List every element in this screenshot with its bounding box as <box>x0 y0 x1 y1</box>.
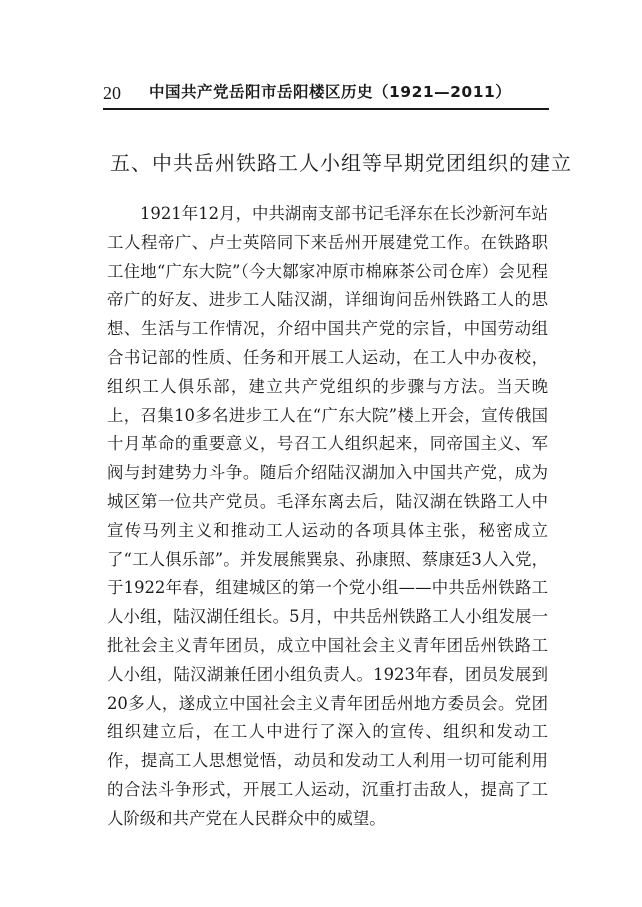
page-number: 20 <box>103 83 121 103</box>
section-heading: 五、中共岳州铁路工人小组等早期党团组织的建立 <box>110 151 572 175</box>
page-header <box>103 80 549 110</box>
body-paragraph: 1921年12月，中共湖南支部书记毛泽东在长沙新河车站工人程帝广、卢士英陪同下来岳州开展建党工作。在铁路职工住地“广东大院”（今大鄒家冲原市棉麻茶公司仓库）会见程帝广的好友、进步工人陆汉湖，详细询问岳州铁路工人的思想、生活与工作情况，介绍中国共产党的宗旨，中国劳动组合书记部的性质、任务和开展工人运动，在工人中办夜校，组织工人俱乐部，建立共产党组织的步骤与方法。当天晚上，召集10多名进步工人在“广东大院”楼上开会，宣传俄国十月革命的重要意义，号召工人组织起来，同帝国主义、军阀与封建势力斗争。随后介绍陆汉湖加入中国共产党，成为城区第一位共产党员。毛泽东离去后，陆汉湖在铁路工人中宣传马列主义和推动工人运动的各项具体主张，秘密成立了“工人俱乐部”。并发展熊巽泉、孙康照、蔡康廷3人入党，于1922年春，组建城区的第一个党小组——中共岳州铁路工人小组，陆汉湖任组长。5月，中共岳州铁路工人小组发展一批社会主义青年团员，成立中国社会主义青年团岳州铁路工人小组，陆汉湖兼任团小组负责人。1923年春，团员发展到20多人，遂成立中国社会主义青年团岳州地方委员会。党团组织建立后，在工人中进行了深入的宣传、组织和发动工作，提高工人思想觉悟，动员和发动工人利用一切可能利用的合法斗争形式，开展工人运动，沉重打击敌人，提高了工人阶级和共产党在人民群众中的威望。 <box>107 204 548 828</box>
running-title: 中国共产党岳阳市岳阳楼区历史（1921—2011） <box>149 83 512 101</box>
